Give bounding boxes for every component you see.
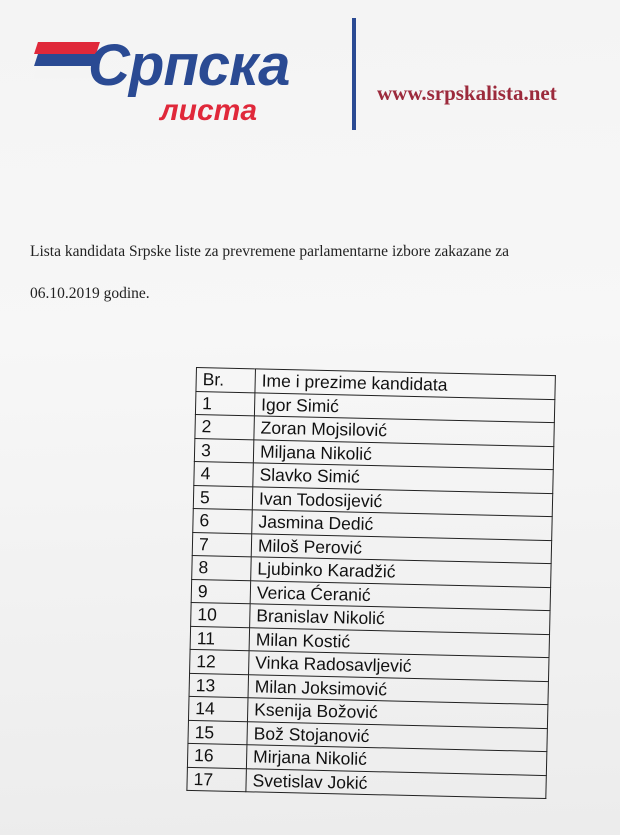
candidate-name: Ksenija Božović: [247, 698, 547, 728]
candidate-number: 2: [195, 414, 255, 439]
srpska-lista-logo: [28, 33, 358, 133]
candidate-number: 3: [194, 438, 254, 463]
candidate-name: Bož Stojanović: [247, 721, 547, 751]
candidate-name: Vinka Radosavljević: [249, 651, 549, 681]
candidate-number: 11: [190, 626, 250, 651]
candidate-name: Branislav Nikolić: [250, 604, 550, 634]
candidate-number: 6: [193, 508, 253, 533]
logo-subtitle: листа: [160, 94, 258, 127]
candidate-name: Jasmina Dedić: [252, 510, 552, 540]
candidate-name: Ivan Todosijević: [252, 486, 552, 516]
website-url: www.srpskalista.net: [377, 81, 557, 105]
candidate-number: 16: [187, 743, 247, 768]
intro-line-1: Lista kandidata Srpske liste za prevremene parlamentarne izbore zakazane za: [30, 243, 509, 260]
candidate-number: 5: [193, 485, 253, 510]
candidate-number: 8: [192, 555, 252, 580]
candidate-number: 13: [189, 673, 249, 698]
logo-name: Српска: [88, 33, 290, 98]
candidate-name: Verica Ćeranić: [250, 580, 550, 610]
candidate-number: 15: [188, 720, 248, 745]
candidate-number: 1: [195, 391, 255, 416]
candidate-name: Mirjana Nikolić: [246, 745, 546, 775]
candidate-name: Slavko Simić: [253, 463, 553, 493]
candidate-number: 10: [191, 602, 251, 627]
header-number: Br.: [196, 368, 256, 393]
letterhead-divider: [352, 18, 356, 130]
candidate-name: Milan Kostić: [249, 627, 549, 657]
header-name: Ime i prezime kandidata: [255, 369, 555, 399]
candidate-table: [186, 367, 556, 799]
candidate-number: 12: [190, 649, 250, 674]
candidate-name: Milan Joksimović: [248, 674, 548, 704]
candidate-name: Igor Simić: [254, 392, 554, 422]
candidate-name: Zoran Mojsilović: [254, 416, 554, 446]
candidate-name: Svetislav Jokić: [246, 768, 546, 798]
candidate-number: 17: [187, 767, 247, 792]
candidate-name: Miljana Nikolić: [253, 439, 553, 469]
candidate-number: 7: [192, 532, 252, 557]
candidate-number: 14: [188, 696, 248, 721]
intro-line-2: 06.10.2019 godine.: [30, 285, 150, 302]
candidate-number: 4: [194, 461, 254, 486]
candidate-number: 9: [191, 579, 251, 604]
candidate-name: Ljubinko Karadžić: [251, 557, 551, 587]
candidate-name: Miloš Perović: [251, 533, 551, 563]
